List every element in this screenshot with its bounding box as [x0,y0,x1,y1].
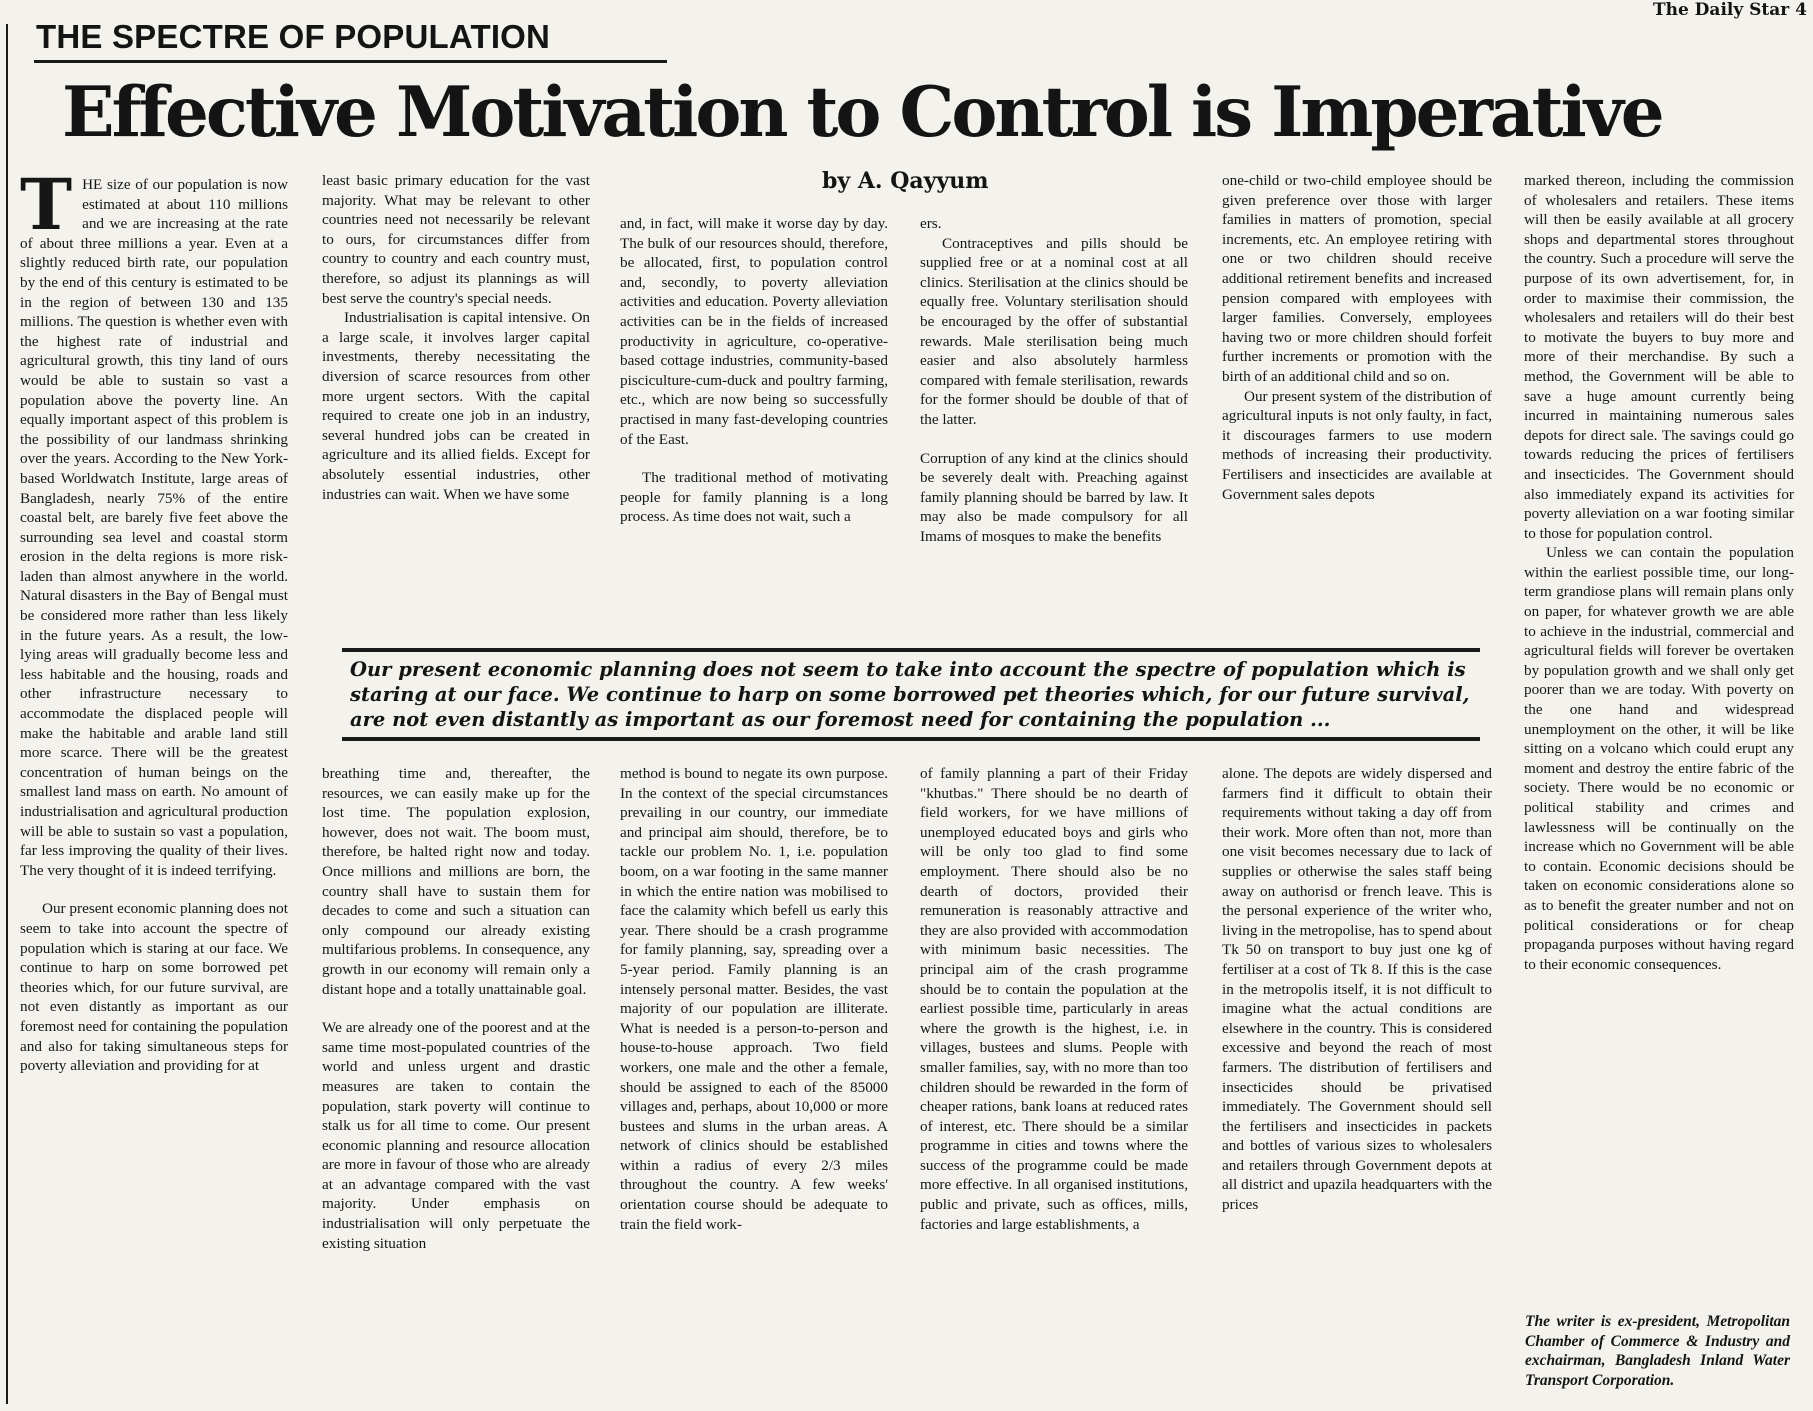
paragraph-text: HE size of our population is now estimated at about 110 millions and we are increasing at the rate of about three millions a year. Even at a slightly reduced birth rate, our population by the end of this century is estimated to be in the region of between 130 and 135 millions. The question is whether even with the highest rate of industrial and agricultural growth, this tiny land of ours would be able to sustain so vast a population above the poverty line. An equally important aspect of this problem is the possibility of our landmass shrinking over the years. According to the New York-based Worldwatch Institute, large areas of Bangladesh, nearly 75% of the entire coastal belt, are barely five feet above the surrounding sea level and coastal storm erosion in the delta regions is more risk-laden than almost anywhere in the world. Natural disasters in the Bay of Bengal must be considered more rather than less likely in the future years. As a result, the low-lying areas will gradually become less and less habitable and the housing, roads and other infrastructure necessary to accommodate the displaced people will make the habitable and arable land still more scarce. There will be the greatest concentration of human beings on the smallest land mass on earth. No amount of industrialisation and agricultural production will be able to sustain so vast a population, far less improving the quality of their lives. The very thought of it is indeed terrifying. [20,176,288,879]
paragraph: of family planning a part of their Friday "khutbas." There should be no dearth of field workers, for we have millions of unemployed educated boys and girls who will be only too glad to find some employment. There should also be no dearth of doctors, provided their remuneration is reasonably attractive and they are also provided with accommodation with minimum basic necessities. The principal aim of the crash programme should be to contain the population at the earliest possible time, particularly in areas where the growth is the highest, i.e. in villages, bustees and slums. People with smaller families, say, with no more than too children should be rewarded in the form of cheaper rations, bank loans at reduced rates of interest, etc. There should be a similar programme in cities and towns where the success of the programme could be made more effective. In all organised institutions, public and private, such as offices, mills, factories and large establishments, a [920,765,1188,1233]
left-column-rule [6,24,8,1404]
paragraph: Our present economic planning does not seem to take into account the spectre of population which is staring at our face. We continue to harp on some borrowed pet theories which, for our future survival, are not even distantly as important as our foremost need for containing the population and also for taking simultaneous steps for poverty alleviation and providing for at [20,900,288,1075]
column-4-top [920,214,1188,629]
paragraph: We are already one of the poorest and at the same time most-populated countries of the world and unless urgent and drastic measures are taken to contain the population, stark poverty will continue to stalk us for all time to come. Our present economic planning and resource allocation are more in favour of those who are already at an advantage compared with the vast majority. Under emphasis on industrialisation will only perpetuate the existing situation [322,1019,590,1252]
column-6 [1524,171,1794,1301]
paragraph: method is bound to negate its own purpose. In the context of the special circumstances prevailing in our country, our immediate and principal aim should, therefore, be to tackle our problem No. 1, i.e. population boom, on a war footing in the same manner in which the entire nation was mobilised to face the calamity which befell us early this year. There should be a crash programme for family planning, say, spreading over a 5-year period. Family planning is an intensely personal matter. Besides, the vast majority of our population are illiterate. What is needed is a person-to-person and house-to-house approach. Two field workers, one male and the other a female, should be assigned to each of the 85000 villages and, perhaps, about 10,000 or more bustees and slums in the urban areas. A network of clinics should be established within a radius of every 2/3 miles throughout the country. A few weeks' orientation course should be adequate to train the field work- [620,765,888,1233]
column-3-top [620,214,888,629]
paragraph: breathing time and, thereafter, the resources, we can easily make up for the lost time. The population explosion, however, does not wait. The boom must, therefore, be halted right now and today. Once millions and millions are born, the country shall have to sustain them for decades to come and such a situation can only compound our already existing multifarious problems. In consequence, any growth in our economy will remain only a distant hope and a totally unattainable goal. [322,765,590,998]
paragraph: alone. The depots are widely dispersed and farmers find it difficult to obtain their requirements without taking a day off from their work. More often than not, more than one visit becomes necessary due to lack of supplies or otherwise the sales staff being away on authorisd or french leave. This is the personal experience of the writer who, living in the metropolise, has to spend about Tk 50 on transport to buy just one kg of fertiliser at a cost of Tk 8. If this is the case in the metropolis itself, it is not difficult to imagine what the actual conditions are elsewhere in the country. This is considered excessive and beyond the reach of most farmers. The distribution of fertilisers and insecticides should be privatised immediately. The Government should sell the fertilisers and insecticides in packets and bottles of various sizes to wholesalers and retailers through Government depots at all district and upazila headquarters with the prices [1222,765,1492,1214]
pullquote-bottom-rule [342,737,1480,741]
drop-cap: T [20,175,73,246]
masthead: The Daily Star 4 [1652,0,1807,20]
column-2-bottom [322,764,590,1404]
column-2-top [322,171,590,629]
column-5-top [1222,171,1492,629]
pullquote: Our present economic planning does not seem to take into account the spectre of population which is staring at our face. We continue to harp on some borrowed pet theories which, for our future survival, are not even distantly as important as our foremost need for containing the population ... [350,658,1470,731]
paragraph: Corruption of any kind at the clinics should be severely dealt with. Preaching against family planning should be barred by law. It may also be made compulsory for all Imams of mosques to make the benefits [920,449,1188,545]
paragraph: Contraceptives and pills should be supplied free or at a nominal cost at all clinics. Sterilisation at the clinics should be equally free. Voluntary sterilisation should be encouraged by the offer of substantial rewards. Male sterilisation being much easier and also absolutely harmless compared with female sterilisation, rewards for the former should be double of that of the latter. [920,234,1188,428]
column-3-bottom [620,764,888,1404]
paragraph: ers. [920,215,942,232]
paragraph: The traditional method of motivating people for family planning is a long process. As time does not wait, such a [620,469,888,526]
paragraph: least basic primary education for the vast majority. What may be relevant to other countries need not necessarily be relevant to ours, for circumstances differ from country to country and each country must, therefore, so adjust its plannings as will best serve the country's special needs. [322,172,590,307]
byline: by A. Qayyum [822,168,989,194]
paragraph: Unless we can contain the population within the earliest possible time, our long-term grandiose plans will remain plans only on paper, for whatever growth we are able to achieve in the industrial, commercial and agricultural fields will forever be overtaken by population growth and we shall only get poorer than we are today. With poverty on the one hand and widespread unemployment on the other, it will be like sitting on a volcano which could erupt any moment and destroy the entire fabric of the society. There would be no economic or political stability and crimes and lawlessness will be continually on the increase which no Government will be able to contain. Economic decisions should be taken on economic considerations alone so as to benefit the greater number and not on political considerations or for cheap propaganda purposes without having regard to their economic consequences. [1524,544,1794,973]
paragraph: Our present system of the distribution of agricultural inputs is not only faulty, in fact, it discourages farmers to use modern methods of increasing their productivity. Fertilisers and insecticides are available at Government sales depots [1222,387,1492,503]
section-kicker: THE SPECTRE OF POPULATION [36,18,551,55]
kicker-underline [34,60,667,63]
paragraph: Industrialisation is capital intensive. On a large scale, it involves larger capital investments, thereby necessitating the diversion of scarce resources from other more urgent sectors. With the capital required to create one job in an industry, several hundred jobs can be created in agriculture and its allied fields. Except for absolutely essential industries, other industries can wait. When we have some [322,309,590,503]
author-credit: The writer is ex-president, Metropolitan Chamber of Commerce & Industry and exchairman, Bangladesh Inland Water Transport Corporation. [1525,1313,1790,1389]
pullquote-top-rule [342,648,1480,652]
column-4-bottom [920,764,1188,1404]
headline: Effective Motivation to Control is Imperative [62,72,1662,153]
paragraph: marked thereon, including the commission of wholesalers and retailers. These items will then be easily available at all grocery shops and departmental stores throughout the country. Such a procedure will serve the purpose of its own advertisement, for, in order to maximise their commission, the wholesalers and retailers will do their best to motivate the buyers to buy more and more of their merchandise. By such a method, the Government will be able to save a huge amount currently being incurred in maintaining numerous sales depots for direct sale. The savings could go towards reducing the prices of fertilisers and insecticides. The Government should also immediately expand its activities for poverty alleviation on a war footing similar to those for population control. [1524,172,1794,542]
column-1 [20,175,288,1403]
column-5-bottom [1222,764,1492,1404]
paragraph [20,175,288,880]
paragraph: and, in fact, will make it worse day by day. The bulk of our resources should, therefore, be allocated, first, to population control and, secondly, to poverty alleviation activities and education. Poverty alleviation activities can be in the fields of increased productivity in agriculture, co-operative-based cottage industries, community-based pisciculture-cum-duck and poultry farming, etc., which are now being so successfully practised in many fast-developing countries of the East. [620,215,888,448]
paragraph: one-child or two-child employee should be given preference over those with larger families in matters of promotion, special increments, etc. An employee retiring with one or two children should receive additional retirement benefits and increased pension compared with employees with larger families. Conversely, employees having two or more children should forfeit further increments or promotion with the birth of an additional child and so on. [1222,172,1492,385]
